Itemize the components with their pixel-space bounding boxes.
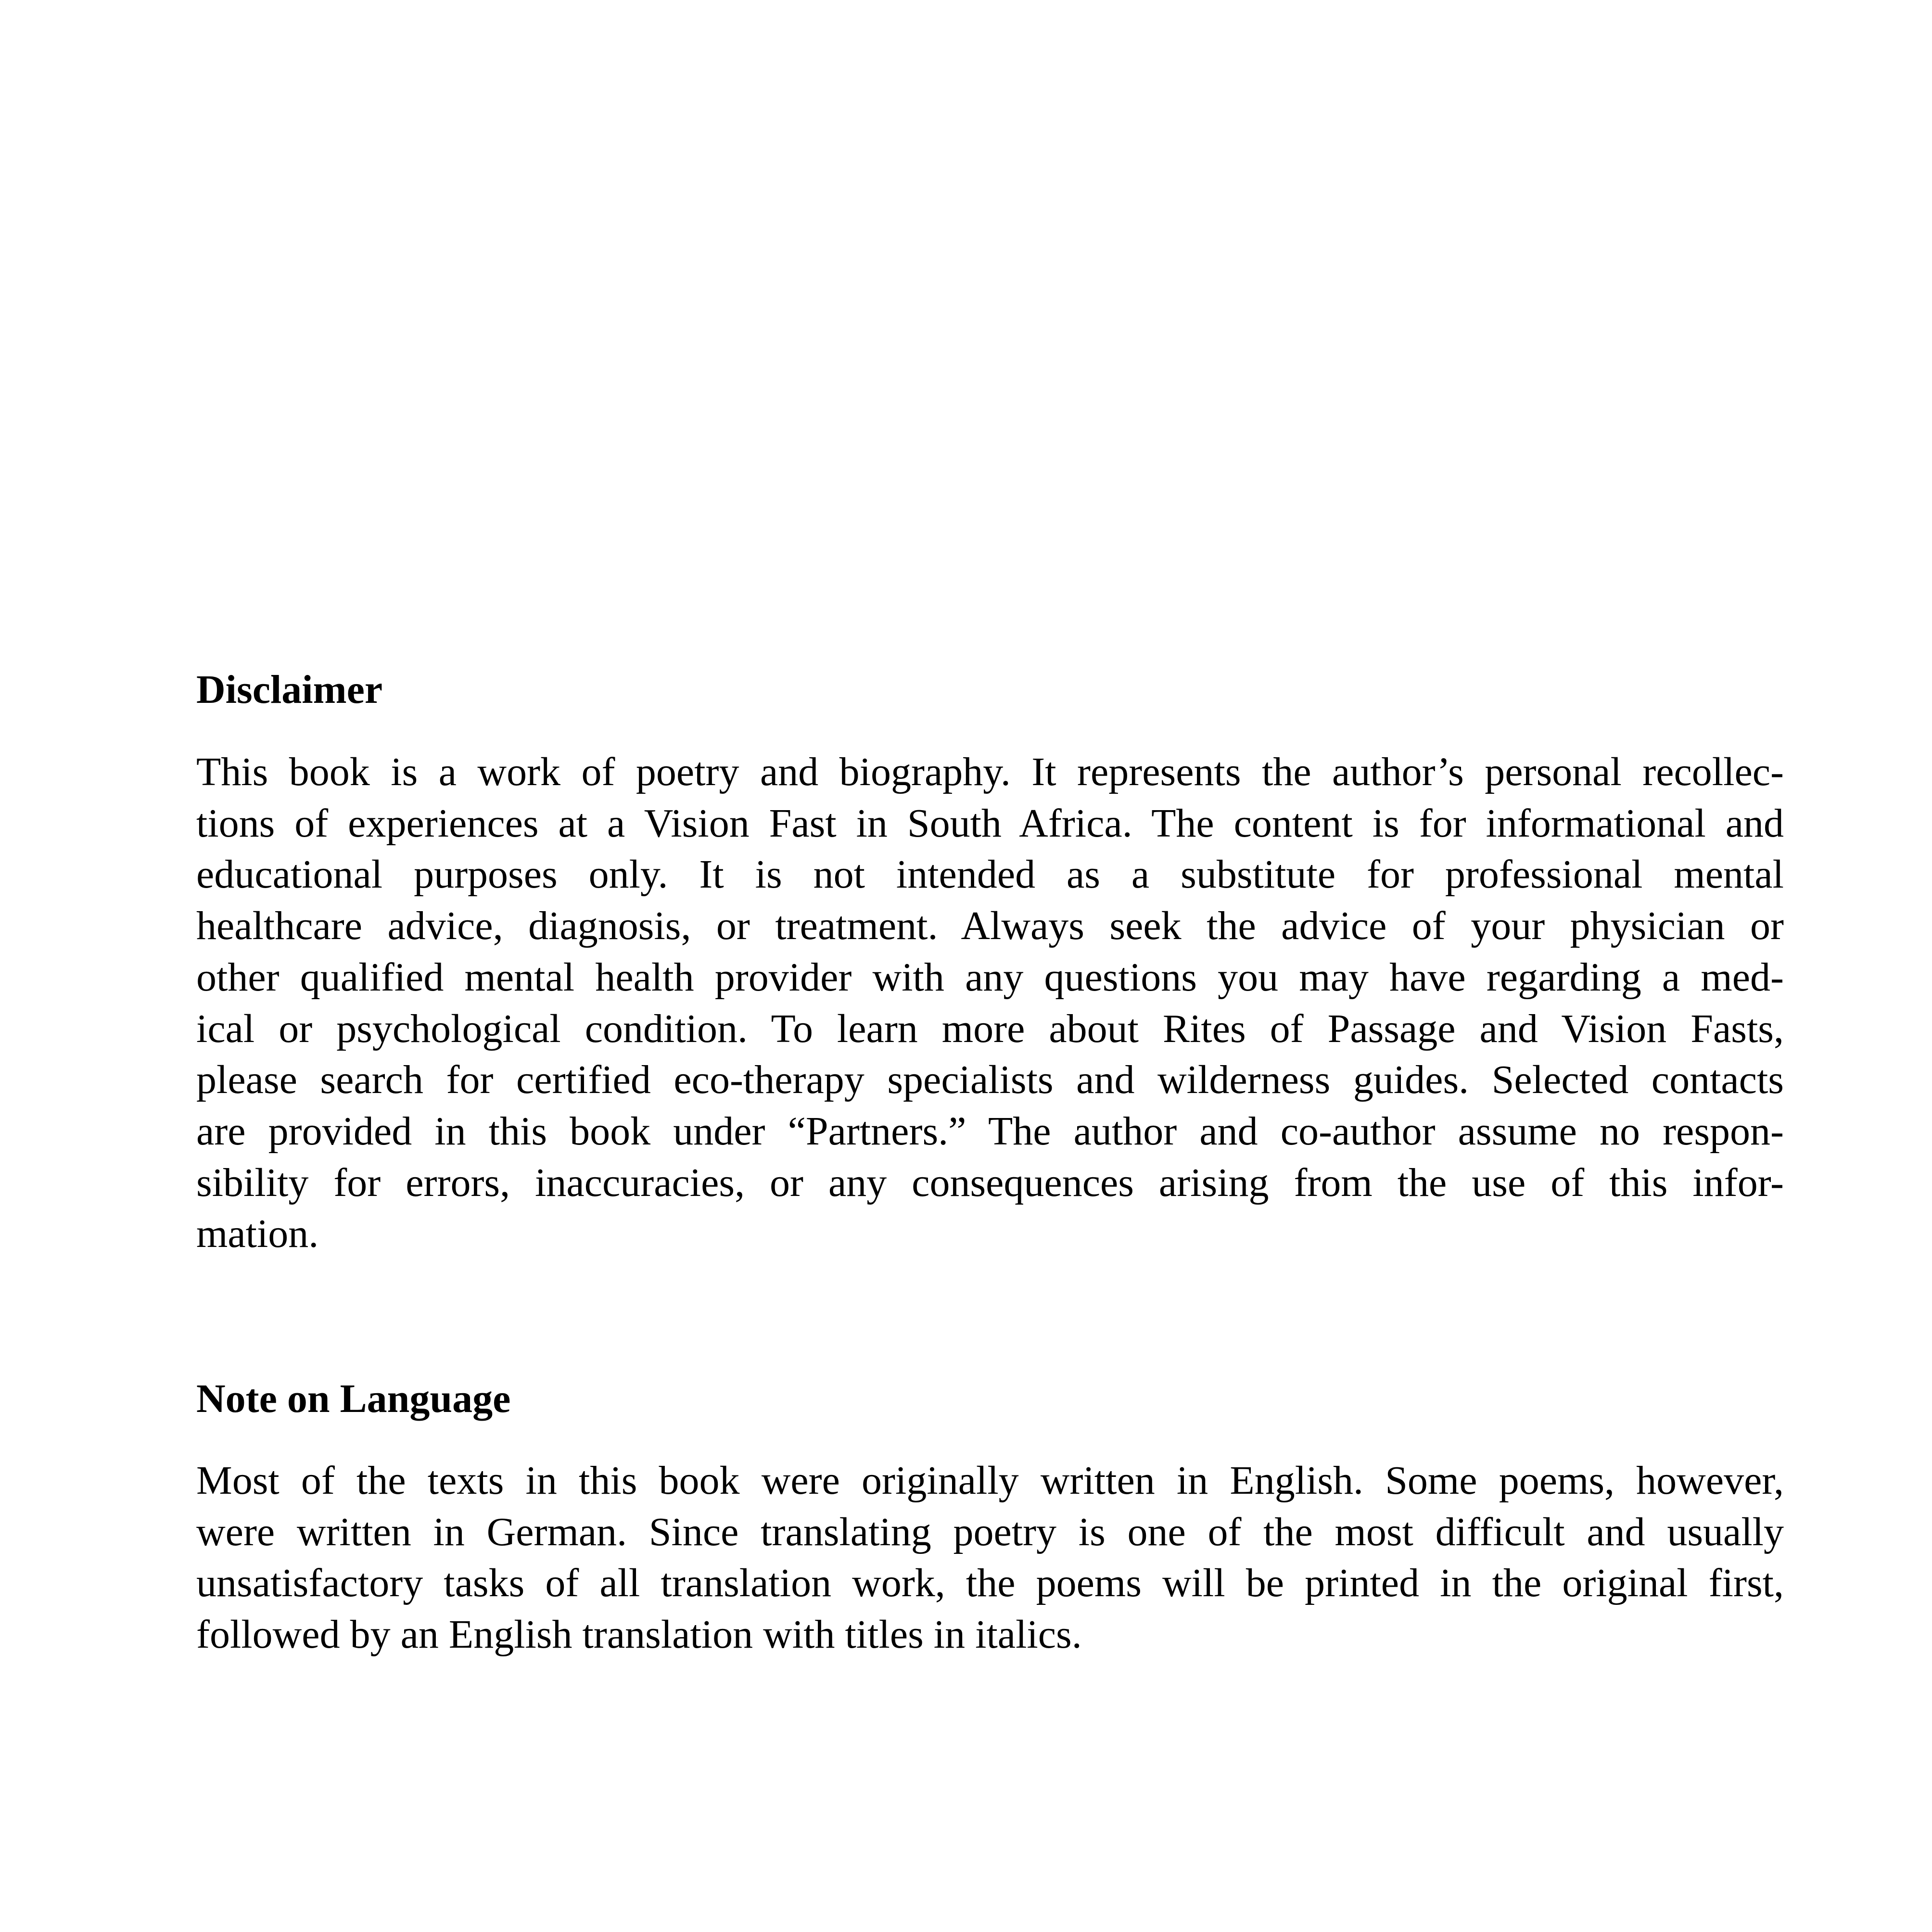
disclaimer-line: mation.	[196, 1211, 319, 1257]
disclaimer-line: educational purposes only. It is not intended as a substitute for professional mental	[196, 852, 1784, 897]
disclaimer-line: healthcare advice, diagnosis, or treatment. Always seek the advice of your physician or	[196, 903, 1784, 949]
language-note-line: Most of the texts in this book were originally written in English. Some poems, however,	[196, 1458, 1784, 1503]
disclaimer-line: sibility for errors, inaccuracies, or any consequences arising from the use of this infor-	[196, 1160, 1784, 1205]
disclaimer-line: please search for certified eco-therapy specialists and wilderness guides. Selected contacts	[196, 1057, 1784, 1103]
language-note-line: followed by an English translation with titles in italics.	[196, 1612, 1082, 1657]
disclaimer-heading: Disclaimer	[196, 667, 383, 712]
disclaimer-line: tions of experiences at a Vision Fast in South Africa. The content is for informational and	[196, 801, 1784, 846]
language-note-line: unsatisfactory tasks of all translation work, the poems will be printed in the original first,	[196, 1561, 1784, 1606]
disclaimer-line: are provided in this book under “Partners.” The author and co-author assume no respon-	[196, 1108, 1784, 1154]
language-note-line: were written in German. Since translating poetry is one of the most difficult and usually	[196, 1509, 1784, 1554]
language-note-heading: Note on Language	[196, 1376, 511, 1421]
language-note-paragraph	[196, 1455, 1784, 1661]
disclaimer-line: ical or psychological condition. To learn more about Rites of Passage and Vision Fasts,	[196, 1006, 1784, 1051]
disclaimer-paragraph	[196, 747, 1784, 1260]
disclaimer-line: other qualified mental health provider with any questions you may have regarding a med-	[196, 954, 1784, 1000]
disclaimer-line: This book is a work of poetry and biography. It represents the author’s personal recollec-	[196, 750, 1784, 794]
